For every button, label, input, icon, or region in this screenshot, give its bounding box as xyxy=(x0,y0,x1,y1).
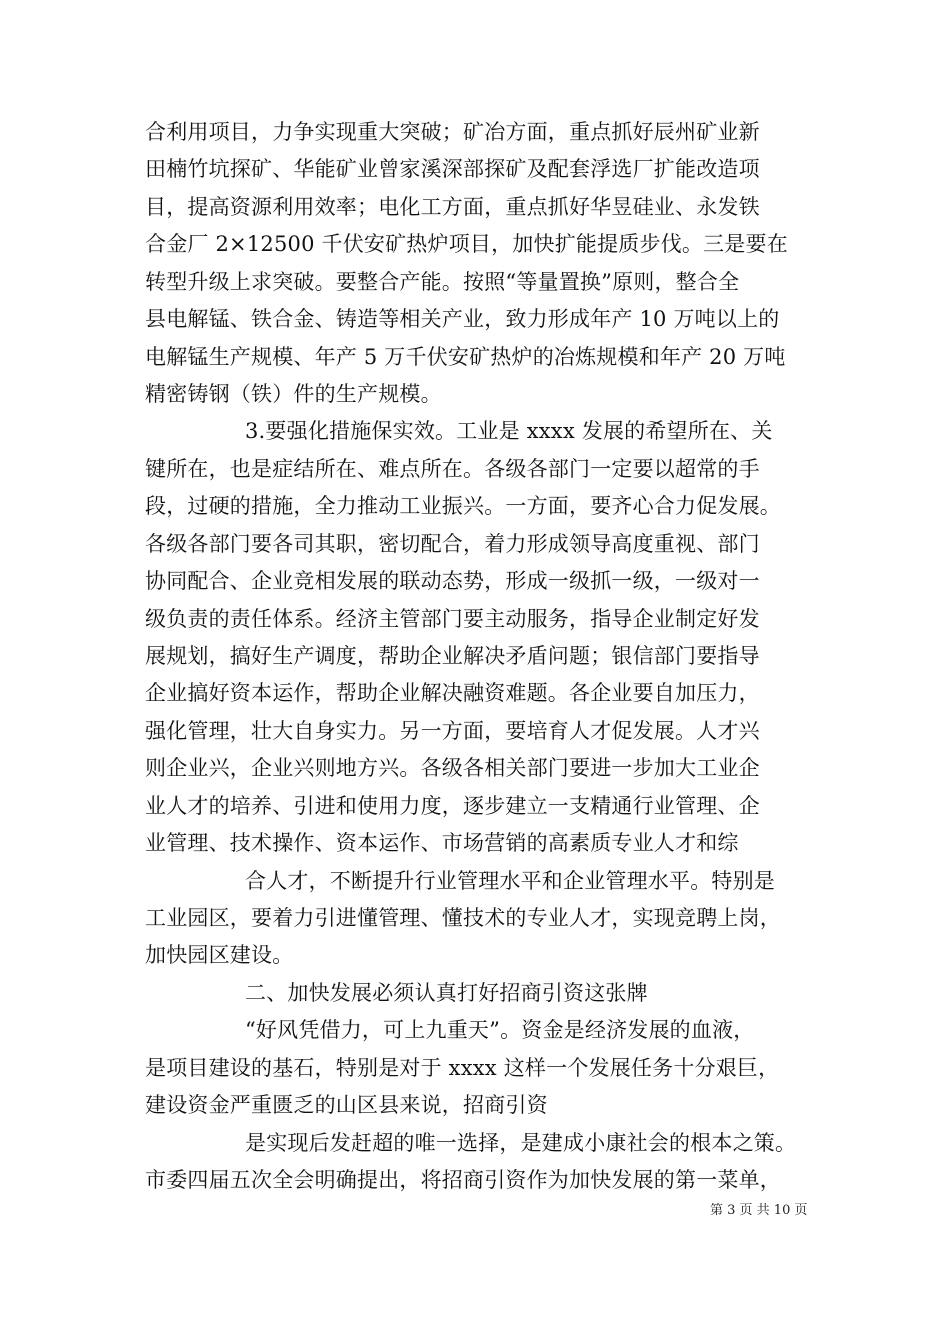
text-line-6: 县电解锰、铁合金、铸造等相关产业，致力形成年产 10 万吨以上的 xyxy=(145,307,780,331)
text-line-16: 企业搞好资本运作，帮助企业解决融资难题。各企业要自加压力， xyxy=(145,681,760,705)
text-line-14: 级负责的责任体系。经济主管部门要主动服务，指导企业制定好发 xyxy=(145,607,760,631)
text-line-22: 工业园区，要着力引进懂管理、懂技术的专业人才，实现竞聘上岗， xyxy=(145,906,781,930)
text-line-26: 是项目建设的基石，特别是对于 xxxx 这样一个发展任务十分艰巨， xyxy=(145,1056,780,1080)
text-line-3: 目，提高资源利用效率；电化工方面，重点抓好华昱硅业、永发铁 xyxy=(145,195,760,219)
text-line-1: 合利用项目，力争实现重大突破；矿冶方面，重点抓好辰州矿业新 xyxy=(145,120,760,144)
text-line-4: 合金厂 2×12500 千伏安矿热炉项目，加快扩能提质步伐。三是要在 xyxy=(145,232,788,256)
text-line-28: 是实现后发赶超的唯一选择，是建成小康社会的根本之策。 xyxy=(245,1131,797,1155)
text-line-21: 合人才，不断提升行业管理水平和企业管理水平。特别是 xyxy=(245,869,775,893)
text-line-13: 协同配合、企业竞相发展的联动态势，形成一级抓一级，一级对一 xyxy=(145,569,760,593)
text-line-15: 展规划，搞好生产调度，帮助企业解决矛盾问题；银信部门要指导 xyxy=(145,644,760,668)
page-number-footer: 第 3 页 共 10 页 xyxy=(710,1203,808,1218)
section-heading: 二、加快发展必须认真打好招商引资这张牌 xyxy=(245,981,648,1005)
text-line-10: 键所在，也是症结所在、难点所在。各级各部门一定要以超常的手 xyxy=(145,457,760,481)
text-line-5: 转型升级上求突破。要整合产能。按照“等量置换”原则，整合全 xyxy=(145,270,740,294)
text-line-7: 电解锰生产规模、年产 5 万千伏安矿热炉的冶炼规模和年产 20 万吨 xyxy=(145,345,786,369)
text-line-19: 业人才的培养、引进和使用力度，逐步建立一支精通行业管理、企 xyxy=(145,794,760,818)
text-line-11: 段，过硬的措施，全力推动工业振兴。一方面，要齐心合力促发展。 xyxy=(145,494,781,518)
text-line-27: 建设资金严重匮乏的山区县来说，招商引资 xyxy=(145,1093,548,1117)
text-line-29: 市委四届五次全会明确提出，将招商引资作为加快发展的第一菜单， xyxy=(145,1168,781,1192)
text-line-12: 各级各部门要各司其职，密切配合，着力形成领导高度重视、部门 xyxy=(145,532,760,556)
text-line-18: 则企业兴，企业兴则地方兴。各级各相关部门要进一步加大工业企 xyxy=(145,756,760,780)
text-line-17: 强化管理，壮大自身实力。另一方面，要培育人才促发展。人才兴 xyxy=(145,719,760,743)
text-line-20: 业管理、技术操作、资本运作、市场营销的高素质专业人才和综 xyxy=(145,831,739,855)
text-line-23: 加快园区建设。 xyxy=(145,943,294,967)
text-line-25: “好风凭借力，可上九重天”。资金是经济发展的血液， xyxy=(245,1018,755,1042)
text-line-9: 3.要强化措施保实效。工业是 xxxx 发展的希望所在、关 xyxy=(245,419,773,443)
text-line-2: 田楠竹坑探矿、华能矿业曾家溪深部探矿及配套浮选厂扩能改造项 xyxy=(145,157,760,181)
text-line-8: 精密铸钢（铁）件的生产规模。 xyxy=(145,382,442,406)
